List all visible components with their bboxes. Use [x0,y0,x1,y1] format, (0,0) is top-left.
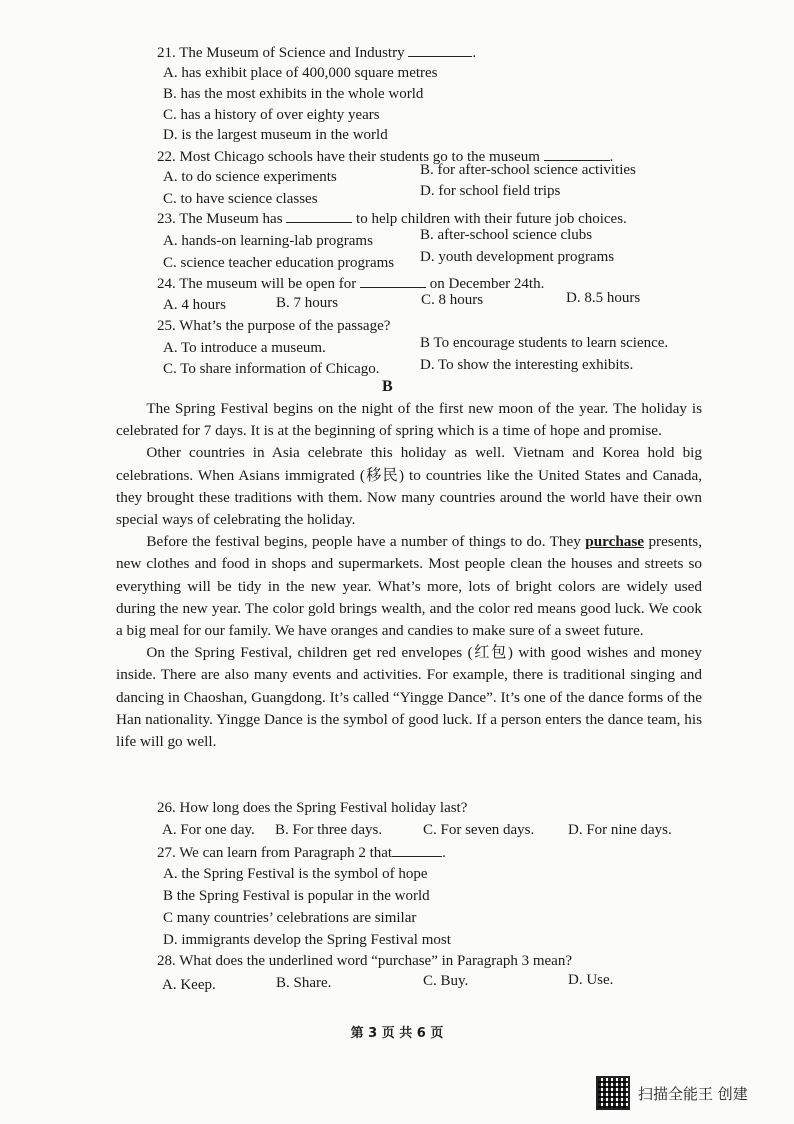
question-22-stem: 22. Most Chicago schools have their students go to the museum . [157,146,613,167]
option-21b: B. has the most exhibits in the whole world [163,86,424,102]
option-21d: D. is the largest museum in the world [163,127,388,143]
underlined-word: purchase [585,533,645,551]
option-24b: B. 7 hours [276,295,339,311]
option-27c: C many countries’ celebrations are similar [163,910,417,926]
paragraph-1: The Spring Festival begins on the night of the first new moon of the year. The holiday is celebrated for 7 days. It is at the beginning of spring which is a time of hope and promise. [116,400,702,440]
option-27d: D. immigrants develop the Spring Festival most [163,932,451,948]
option-22b: B. for after-school science activities [420,162,636,178]
option-24a: A. 4 hours [163,297,226,313]
scanner-label: 扫描全能王 创建 [638,1084,748,1103]
option-27b: B the Spring Festival is popular in the world [163,888,430,904]
option-26c: C. For seven days. [423,822,535,838]
paragraph-4: On the Spring Festival, children get red envelopes (红包) with good wishes and money inside. There are also many events and activities. For example, there is traditional singing and dancing in Chaoshan, Guangdong. It’s called “Yingge Dance”. It’s one of the dance forms of the Han nationality. Yingge Dance is the symbol of good luck. If a person enters the dance team, his life will go well. [116,644,702,751]
option-21a: A. has exhibit place of 400,000 square metres [163,65,438,81]
question-28-stem: 28. What does the underlined word “purchase” in Paragraph 3 mean? [157,953,572,969]
option-23b: B. after-school science clubs [420,227,593,243]
answer-blank [392,842,442,857]
option-26b: B. For three days. [275,822,383,838]
answer-blank [408,42,472,57]
option-28a: A. Keep. [162,977,216,993]
option-24c: C. 8 hours [421,292,484,308]
option-21c: C. has a history of over eighty years [163,107,380,123]
option-22d: D. for school field trips [420,183,561,199]
answer-blank [360,273,426,288]
option-28b: B. Share. [276,975,332,991]
option-27a: A. the Spring Festival is the symbol of hope [163,866,428,882]
paragraph-3: Before the festival begins, people have a number of things to do. They purchase presents, new clothes and food in shops and supermarkets. Most people clean the houses and streets so everything will be tidy in the new year. What’s more, lots of bright colors are widely used during the new year. The color gold brings wealth, and the color red means good luck. We cook a big meal for our family. We have oranges and candies to make sure of a sweet future. [116,533,703,640]
question-24-stem: 24. The museum will be open for on December 24th. [157,273,544,294]
option-26a: A. For one day. [162,822,255,838]
option-25b: B To encourage students to learn science. [420,335,669,351]
qr-code-icon [596,1076,630,1110]
question-26-stem: 26. How long does the Spring Festival holiday last? [157,800,468,816]
option-22a: A. to do science experiments [163,169,337,185]
option-25d: D. To show the interesting exhibits. [420,357,634,373]
option-25c: C. To share information of Chicago. [163,361,380,377]
option-28d: D. Use. [568,972,614,988]
answer-blank [286,208,352,223]
scanner-watermark [596,1076,748,1110]
page-number-footer: 第 3 页 共 6 页 [350,1026,444,1041]
option-28c: C. Buy. [423,973,469,989]
answer-blank [544,146,610,161]
option-25a: A. To introduce a museum. [163,340,326,356]
question-23-stem: 23. The Museum has to help children with their future job choices. [157,208,627,229]
option-22c: C. to have science classes [163,191,318,207]
option-24d: D. 8.5 hours [566,290,641,306]
section-b-heading: B [382,378,393,395]
question-27-stem: 27. We can learn from Paragraph 2 that . [157,842,446,863]
option-23c: C. science teacher education programs [163,255,395,271]
option-23d: D. youth development programs [420,249,615,265]
question-21-stem: 21. The Museum of Science and Industry . [157,42,476,63]
question-25-stem: 25. What’s the purpose of the passage? [157,318,391,334]
passage-b [116,398,702,753]
paragraph-2: Other countries in Asia celebrate this holiday as well. Vietnam and Korea hold big celebrations. When Asians immigrated (移民) to countries like the United States and Canada, they brought these traditions with them. Now many countries around the world have their own special ways of celebrating the holiday. [116,444,702,529]
option-23a: A. hands-on learning-lab programs [163,233,373,249]
option-26d: D. For nine days. [568,822,672,838]
